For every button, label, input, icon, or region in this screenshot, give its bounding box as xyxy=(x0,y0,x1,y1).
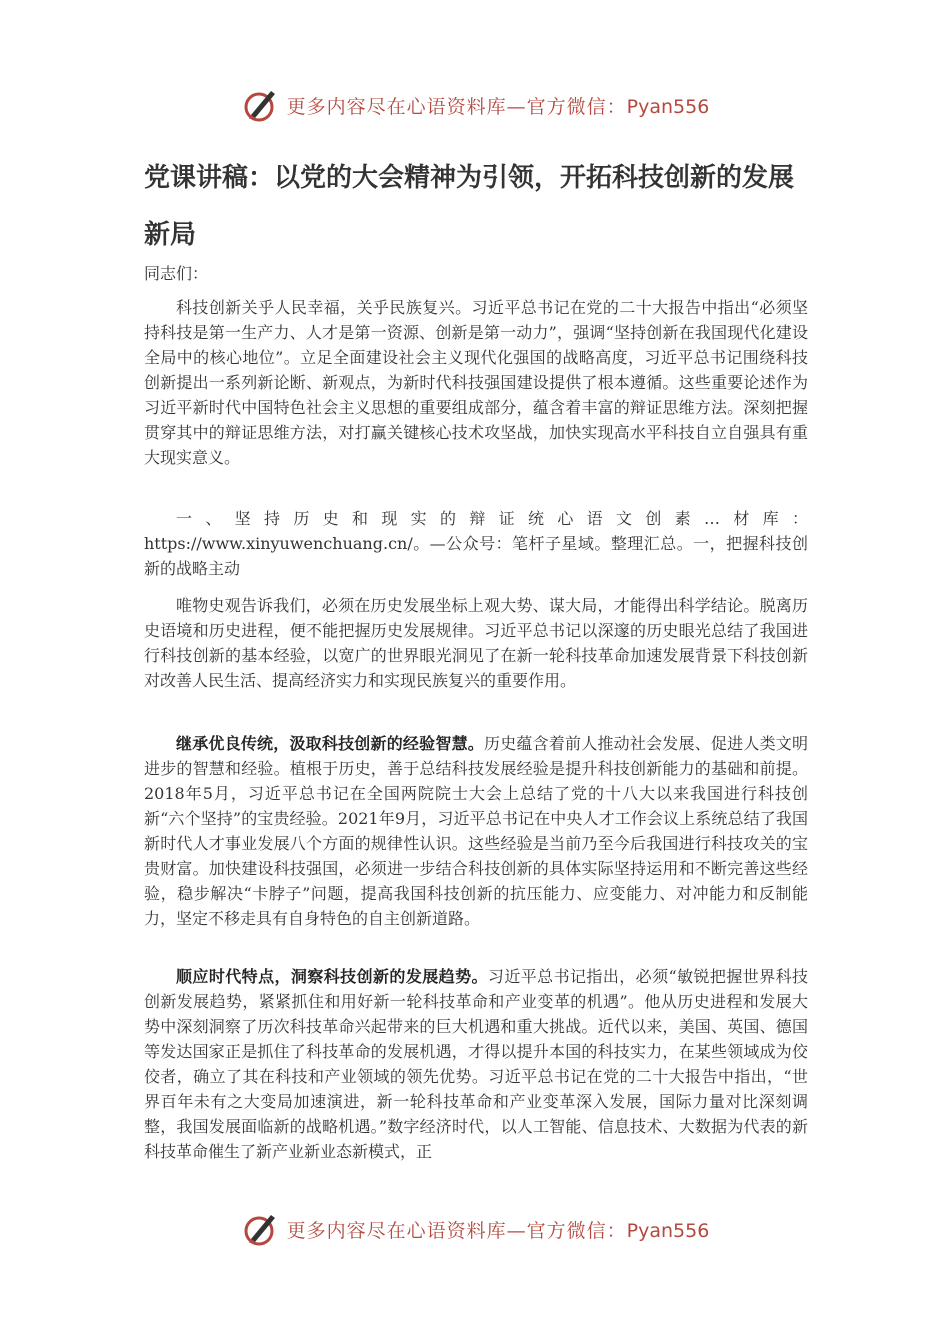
paragraph-4-lead: 继承优良传统，汲取科技创新的经验智慧。 xyxy=(176,734,484,753)
paragraph-1 xyxy=(144,295,808,470)
footer-banner-handle: Pyan556 xyxy=(626,1219,710,1242)
pen-logo-icon xyxy=(241,1209,281,1249)
paragraph-5-text: 习近平总书记指出，必须“敏锐把握世界科技创新发展趋势，紧紧抓住和用好新一轮科技革命和产业变革的机遇”。他从历史进程和发展大势中深刻洞察了历次科技革命兴起带来的巨大机遇和重大挑战。近代以来，美国、英国、德国等发达国家正是抓住了科技革命的发展机遇，才得以提升本国的科技实力，在某些领域成为佼佼者，确立了其在科技和产业领域的领先优势。习近平总书记在党的二十大报告中指出，“世界百年未有之大变局加速演进，新一轮科技革命和产业变革深入发展，国际力量对比深刻调整，我国发展面临新的战略机遇。”数字经济时代，以人工智能、信息技术、大数据为代表的新科技革命催生了新产业新业态新模式，正 xyxy=(144,967,808,1161)
header-banner-handle: Pyan556 xyxy=(626,95,710,118)
paragraph-3-text: 唯物史观告诉我们，必须在历史发展坐标上观大势、谋大局，才能得出科学结论。脱离历史语境和历史进程，便不能把握历史发展规律。习近平总书记以深邃的历史眼光总结了我国进行科技创新的基本经验，以宽广的世界眼光洞见了在新一轮科技革命加速发展背景下科技创新对改善人民生活、提高经济实力和实现民族复兴的重要作用。 xyxy=(144,596,808,690)
header-banner xyxy=(0,83,950,127)
salutation: 同志们： xyxy=(144,264,209,283)
header-banner-label: 更多内容尽在心语资料库—官方微信： xyxy=(286,95,627,118)
document-title: 党课讲稿：以党的大会精神为引领，开拓科技创新的发展新局 xyxy=(144,163,795,250)
paragraph-3 xyxy=(144,593,808,693)
footer-banner xyxy=(0,1207,950,1251)
paragraph-4-text: 历史蕴含着前人推动社会发展、促进人类文明进步的智慧和经验。植根于历史，善于总结科技发展经验是提升科技创新能力的基础和前提。2018年5月，习近平总书记在全国两院院士大会上总结了党的十八大以来我国进行科技创新“六个坚持”的宝贵经验。2021年9月，习近平总书记在中央人才工作会议上系统总结了我国新时代人才事业发展八个方面的规律性认识。这些经验是当前乃至今后我国进行科技攻关的宝贵财富。加快建设科技强国，必须进一步结合科技创新的具体实际坚持运用和不断完善这些经验，稳步解决“卡脖子”问题，提高我国科技创新的抗压能力、应变能力、对冲能力和反制能力，坚定不移走具有自身特色的自主创新道路。 xyxy=(144,734,808,928)
paragraph-4 xyxy=(144,731,808,931)
paragraph-1-text: 科技创新关乎人民幸福，关乎民族复兴。习近平总书记在党的二十大报告中指出“必须坚持科技是第一生产力、人才是第一资源、创新是第一动力”，强调“坚持创新在我国现代化建设全局中的核心地位”。立足全面建设社会主义现代化强国的战略高度，习近平总书记围绕科技创新提出一系列新论断、新观点，为新时代科技强国建设提供了根本遵循。这些重要论述作为习近平新时代中国特色社会主义思想的重要组成部分，蕴含着丰富的辩证思维方法。深刻把握贯穿其中的辩证思维方法，对打赢关键核心技术攻坚战，加快实现高水平科技自立自强具有重大现实意义。 xyxy=(144,298,808,467)
footer-banner-text xyxy=(287,1216,710,1243)
pen-logo-icon xyxy=(241,85,281,125)
paragraph-2-text: 一、坚持历史和现实的辩证统心语文创素…材库：https://www.xinyuwenchuang.cn/。—公众号：笔杆子星域。整理汇总。一，把握科技创新的战略主动 xyxy=(144,509,808,578)
paragraph-2 xyxy=(144,506,808,581)
header-banner-text xyxy=(287,92,710,119)
paragraph-5 xyxy=(144,964,808,1164)
footer-banner-label: 更多内容尽在心语资料库—官方微信： xyxy=(286,1219,627,1242)
paragraph-5-lead: 顺应时代特点，洞察科技创新的发展趋势。 xyxy=(176,967,488,986)
